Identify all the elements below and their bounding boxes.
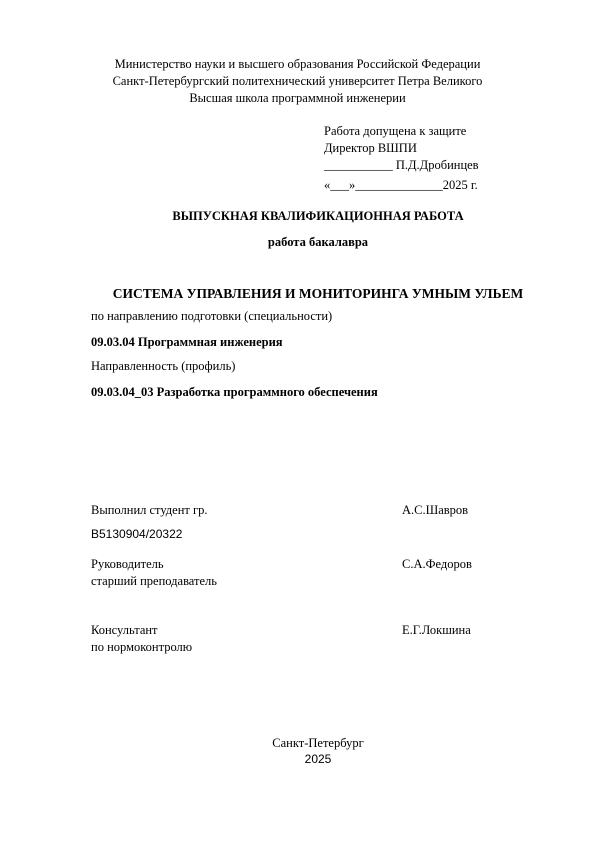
supervisor-label: Руководитель <box>91 557 164 571</box>
profile-label: Направленность (профиль) <box>91 359 236 373</box>
supervisor-name: С.А.Федоров <box>402 557 472 571</box>
direction-value: 09.03.04 Программная инженерия <box>91 335 283 349</box>
direction-label: по направлению подготовки (специальности) <box>91 309 333 323</box>
degree-subtitle: работа бакалавра <box>267 235 369 249</box>
supervisor-position: старший преподаватель <box>91 574 217 588</box>
consultant-role: по нормоконтролю <box>91 640 193 654</box>
work-type-title: ВЫПУСКНАЯ КВАЛИФИКАЦИОННАЯ РАБОТА <box>172 209 464 223</box>
approval-line-2: Директор ВШПИ <box>324 141 417 155</box>
approval-date-line: «___»______________2025 г. <box>324 178 478 192</box>
footer-city: Санкт-Петербург <box>272 736 364 750</box>
ministry-name: Министерство науки и высшего образования Российской Федерации <box>114 57 481 71</box>
university-name: Санкт-Петербургский политехнический университет Петра Великого <box>112 74 483 88</box>
consultant-name: Е.Г.Локшина <box>402 623 471 637</box>
profile-value: 09.03.04_03 Разработка программного обеспечения <box>91 385 378 399</box>
student-group: В5130904/20322 <box>91 527 183 541</box>
footer-year: 2025 <box>304 752 332 766</box>
school-name: Высшая школа программной инженерии <box>189 91 406 105</box>
student-name: А.С.Шавров <box>402 503 469 517</box>
student-label: Выполнил студент гр. <box>91 503 208 517</box>
consultant-label: Консультант <box>91 623 158 637</box>
approval-line-1: Работа допущена к защите <box>324 124 467 138</box>
thesis-topic: СИСТЕМА УПРАВЛЕНИЯ И МОНИТОРИНГА УМНЫМ УЛЬЕМ <box>112 286 524 301</box>
approval-signature-line: ___________ П.Д.Дробинцев <box>324 158 479 172</box>
